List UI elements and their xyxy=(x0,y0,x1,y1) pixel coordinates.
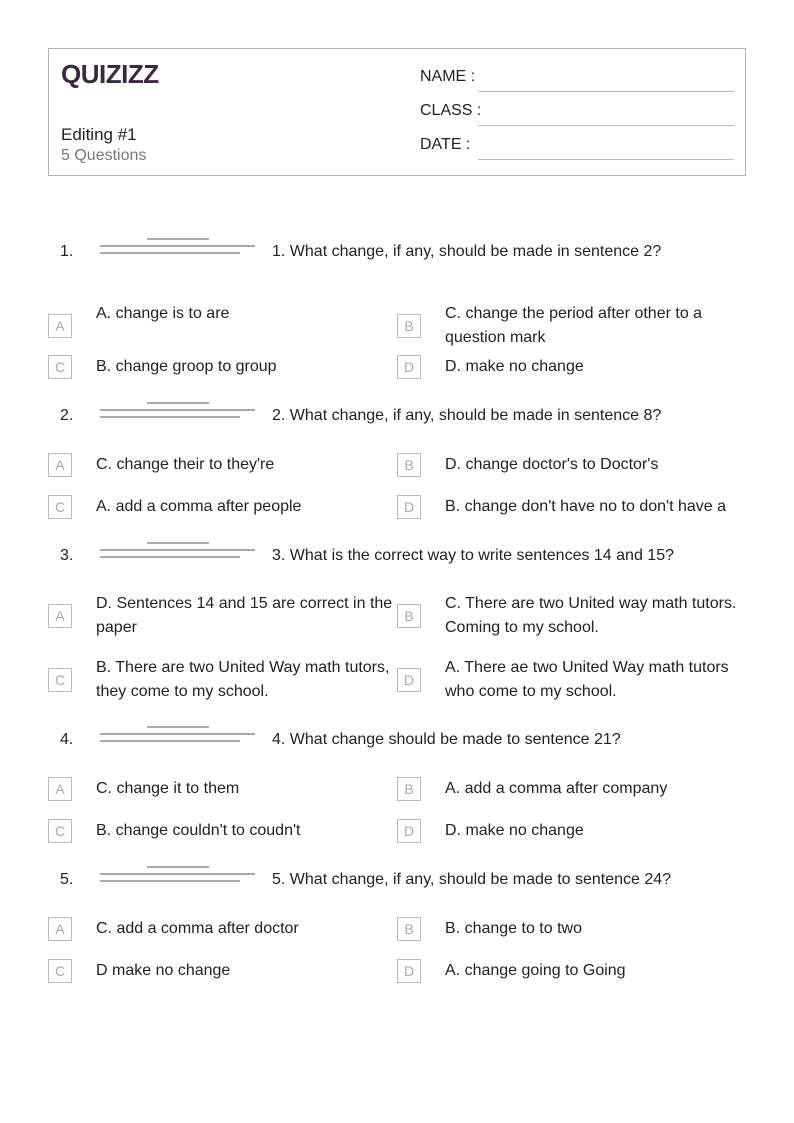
option-letter-box[interactable]: C xyxy=(48,819,72,843)
date-line xyxy=(478,159,734,160)
option-text: B. change couldn't to coudn't xyxy=(96,822,301,839)
option-letter-box[interactable]: A xyxy=(48,604,72,628)
passage-excerpt-image xyxy=(100,861,255,891)
option-text: A. add a comma after company xyxy=(445,780,668,797)
option-text: C. change their to they're xyxy=(96,456,275,473)
option-text: B. change groop to group xyxy=(96,358,277,375)
option-text: A. change going to Going xyxy=(445,962,626,979)
question-number: 2. xyxy=(60,407,74,424)
answer-option[interactable] xyxy=(397,495,745,519)
option-letter-box[interactable]: C xyxy=(48,355,72,379)
worksheet-header xyxy=(48,48,746,176)
class-field[interactable] xyxy=(420,102,734,126)
question-count: 5 Questions xyxy=(61,147,147,164)
answer-option[interactable] xyxy=(48,302,396,350)
answer-option[interactable] xyxy=(397,355,745,379)
date-field[interactable] xyxy=(420,136,734,160)
option-text: C. change the period after other to a question mark xyxy=(445,305,703,346)
answer-option[interactable] xyxy=(48,592,396,640)
answer-option[interactable] xyxy=(48,453,396,477)
answer-option[interactable] xyxy=(48,656,396,704)
option-letter-box[interactable]: B xyxy=(397,453,421,477)
question-number: 4. xyxy=(60,731,74,748)
question-row xyxy=(60,731,760,755)
option-text: C. There are two United way math tutors. Coming to my school. xyxy=(445,595,737,636)
option-letter-box[interactable]: D xyxy=(397,495,421,519)
answer-option[interactable] xyxy=(48,917,396,941)
question-text: 1. What change, if any, should be made in sentence 2? xyxy=(272,243,662,260)
question-text: 3. What is the correct way to write sentences 14 and 15? xyxy=(272,547,674,564)
option-text: A. There ae two United Way math tutors who come to my school. xyxy=(445,659,729,700)
question-row xyxy=(60,243,760,267)
question-number: 1. xyxy=(60,243,74,260)
question-row xyxy=(60,871,760,895)
option-text: B. There are two United Way math tutors, they come to my school. xyxy=(96,659,390,700)
passage-excerpt-image xyxy=(100,537,255,567)
answer-option[interactable] xyxy=(397,302,745,350)
option-letter-box[interactable]: A xyxy=(48,777,72,801)
option-text: B. change to to two xyxy=(445,920,582,937)
question-text: 2. What change, if any, should be made in sentence 8? xyxy=(272,407,662,424)
answer-option[interactable] xyxy=(48,959,396,983)
answer-option[interactable] xyxy=(397,777,745,801)
option-text: C. add a comma after doctor xyxy=(96,920,299,937)
date-label: DATE : xyxy=(420,136,471,153)
option-letter-box[interactable]: B xyxy=(397,314,421,338)
question-text: 5. What change, if any, should be made to sentence 24? xyxy=(272,871,672,888)
question-number: 5. xyxy=(60,871,74,888)
question-text: 4. What change should be made to sentence 21? xyxy=(272,731,621,748)
option-text: B. change don't have no to don't have a xyxy=(445,498,726,515)
option-letter-box[interactable]: A xyxy=(48,917,72,941)
name-line xyxy=(478,91,734,92)
answer-option[interactable] xyxy=(48,777,396,801)
option-letter-box[interactable]: B xyxy=(397,777,421,801)
answer-option[interactable] xyxy=(397,959,745,983)
question-row xyxy=(60,407,760,431)
option-letter-box[interactable]: B xyxy=(397,917,421,941)
name-label: NAME : xyxy=(420,68,476,85)
option-letter-box[interactable]: C xyxy=(48,668,72,692)
option-text: A. add a comma after people xyxy=(96,498,302,515)
option-text: D. make no change xyxy=(445,822,584,839)
answer-option[interactable] xyxy=(397,592,745,640)
option-letter-box[interactable]: D xyxy=(397,819,421,843)
class-line xyxy=(478,125,734,126)
quizizz-logo: QUIZIZZ xyxy=(61,59,159,89)
answer-option[interactable] xyxy=(397,656,745,704)
option-text: D. Sentences 14 and 15 are correct in the paper xyxy=(96,595,393,636)
option-letter-box[interactable]: C xyxy=(48,959,72,983)
option-text: D make no change xyxy=(96,962,231,979)
answer-option[interactable] xyxy=(397,917,745,941)
answer-option[interactable] xyxy=(397,453,745,477)
question-row xyxy=(60,547,760,571)
name-field[interactable] xyxy=(420,68,734,92)
option-letter-box[interactable]: D xyxy=(397,959,421,983)
option-letter-box[interactable]: D xyxy=(397,668,421,692)
passage-excerpt-image xyxy=(100,233,255,263)
answer-option[interactable] xyxy=(397,819,745,843)
answer-option[interactable] xyxy=(48,495,396,519)
class-label: CLASS : xyxy=(420,102,482,119)
option-text: D. make no change xyxy=(445,358,584,375)
answer-option[interactable] xyxy=(48,355,396,379)
option-letter-box[interactable]: A xyxy=(48,314,72,338)
worksheet-title: Editing #1 xyxy=(61,125,137,144)
option-letter-box[interactable]: D xyxy=(397,355,421,379)
option-letter-box[interactable]: A xyxy=(48,453,72,477)
answer-option[interactable] xyxy=(48,819,396,843)
passage-excerpt-image xyxy=(100,721,255,751)
option-text: C. change it to them xyxy=(96,780,240,797)
passage-excerpt-image xyxy=(100,397,255,427)
option-text: A. change is to are xyxy=(96,305,230,322)
question-number: 3. xyxy=(60,547,74,564)
option-letter-box[interactable]: B xyxy=(397,604,421,628)
option-letter-box[interactable]: C xyxy=(48,495,72,519)
option-text: D. change doctor's to Doctor's xyxy=(445,456,659,473)
